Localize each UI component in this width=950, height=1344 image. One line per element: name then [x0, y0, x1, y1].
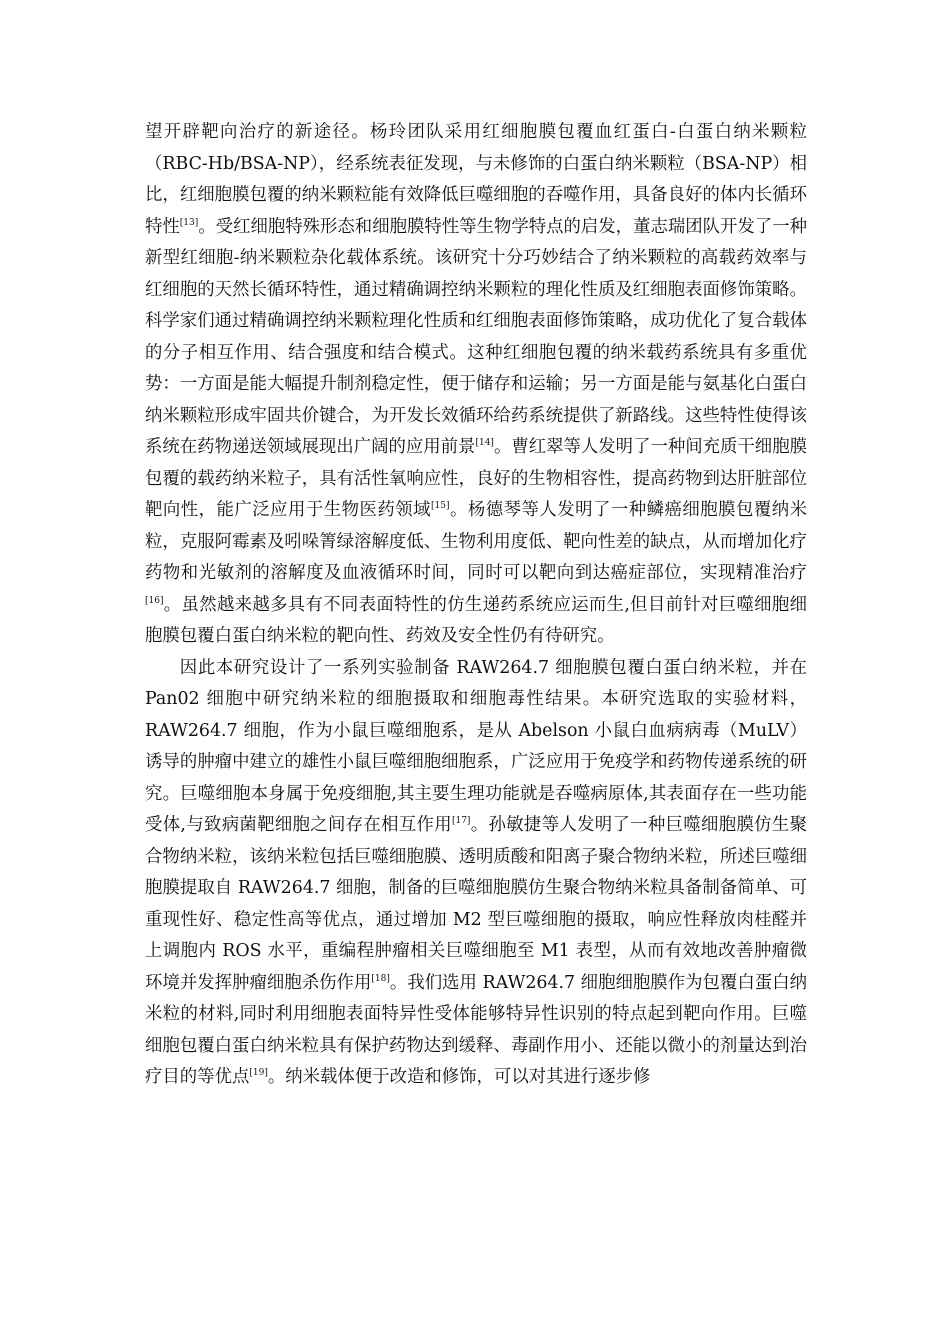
citation-ref: [13] [179, 217, 199, 228]
text-run: 。虽然越来越多具有不同表面特性的仿生递药系统应运而生,但目前针对巨噬细胞细胞膜包覆白蛋白纳米粒的靶向性、药效及安全性仍有待研究。 [145, 594, 807, 646]
text-run: 。曹红翠等人发明了一种间充质干细胞膜包覆的载药纳米粒子，具有活性氧响应性，良好的生物相容性，提高药物到达肝脏部位靶向性，能广泛应用于生物医药领域 [145, 437, 807, 520]
citation-ref: [15] [431, 501, 450, 512]
text-run: 。孙敏捷等人发明了一种巨噬细胞膜仿生聚合物纳米粒，该纳米粒包括巨噬细胞膜、透明质酸和阳离子聚合物纳米粒，所述巨噬细胞膜提取自 RAW264.7 细胞，制备的巨噬细胞膜仿生聚合物纳米粒具备制备简单、可重现性好、稳定性高等优点，通过增加 M2 型巨噬细胞的摄取，响应性释放肉桂醛并上调胞内 ROS 水平，重编程肿瘤相关巨噬细胞至 M1 表型，从而有效地改善肿瘤微环境并发挥肿瘤细胞杀伤作用 [145, 815, 807, 993]
paragraph [145, 117, 807, 653]
citation-ref: [17] [451, 816, 471, 827]
text-run: 。受红细胞特殊形态和细胞膜特性等生物学特点的启发，董志瑞团队开发了一种新型红细胞-纳米颗粒杂化载体系统。该研究十分巧妙结合了纳米颗粒的高载药效率与红细胞的天然长循环特性，通过精确调控纳米颗粒的理化性质及红细胞表面修饰策略。科学家们通过精确调控纳米颗粒理化性质和红细胞表面修饰策略，成功优化了复合载体的分子相互作用、结合强度和结合模式。这种红细胞包覆的纳米载药系统具有多重优势：一方面是能大幅提升制剂稳定性，便于储存和运输；另一方面是能与氨基化白蛋白纳米颗粒形成牢固共价键合，为开发长效循环给药系统提供了新路线。这些特性使得该系统在药物递送领域展现出广阔的应用前景 [145, 216, 807, 457]
citation-ref: [19] [249, 1068, 268, 1079]
body-text [145, 117, 807, 1094]
text-run: 。纳米载体便于改造和修饰，可以对其进行逐步修 [267, 1067, 651, 1087]
text-run: 因此本研究设计了一系列实验制备 RAW264.7 细胞膜包覆白蛋白纳米粒，并在 Pan02 细胞中研究纳米粒的细胞摄取和细胞毒性结果。本研究选取的实验材料，RAW264.7 细胞，作为小鼠巨噬细胞系，是从 Abelson 小鼠白血病病毒（MuLV）诱导的肿瘤中建立的雄性小鼠巨噬细胞细胞系，广泛应用于免疫学和药物传递系统的研究。巨噬细胞本身属于免疫细胞,其主要生理功能就是吞噬病原体,其表面存在一些功能受体,与致病菌靶细胞之间存在相互作用 [145, 657, 807, 835]
text-run: 望开辟靶向治疗的新途径。杨玲团队采用红细胞膜包覆血红蛋白-白蛋白纳米颗粒（RBC-Hb/BSA-NP），经系统表征发现，与未修饰的白蛋白纳米颗粒（BSA-NP）相比，红细胞膜包覆的纳米颗粒能有效降低巨噬细胞的吞噬作用，具备良好的体内长循环特性 [145, 122, 807, 237]
text-run: 。我们选用 RAW264.7 细胞细胞膜作为包覆白蛋白纳米粒的材料,同时利用细胞表面特异性受体能够特异性识别的特点起到靶向作用。巨噬细胞包覆白蛋白纳米粒具有保护药物达到缓释、毒副作用小、还能以微小的剂量达到治疗目的等优点 [145, 972, 807, 1087]
text-run: 。杨德琴等人发明了一种鳞癌细胞膜包覆纳米粒，克服阿霉素及吲哚箐绿溶解度低、生物利用度低、靶向性差的缺点，从而增加化疗药物和光敏剂的溶解度及血液循环时间，同时可以靶向到达癌症部位，实现精准治疗 [145, 500, 807, 583]
paragraph [145, 653, 807, 1094]
citation-ref: [14] [475, 438, 494, 449]
citation-ref: [18] [371, 973, 390, 984]
citation-ref: [16] [145, 595, 164, 606]
